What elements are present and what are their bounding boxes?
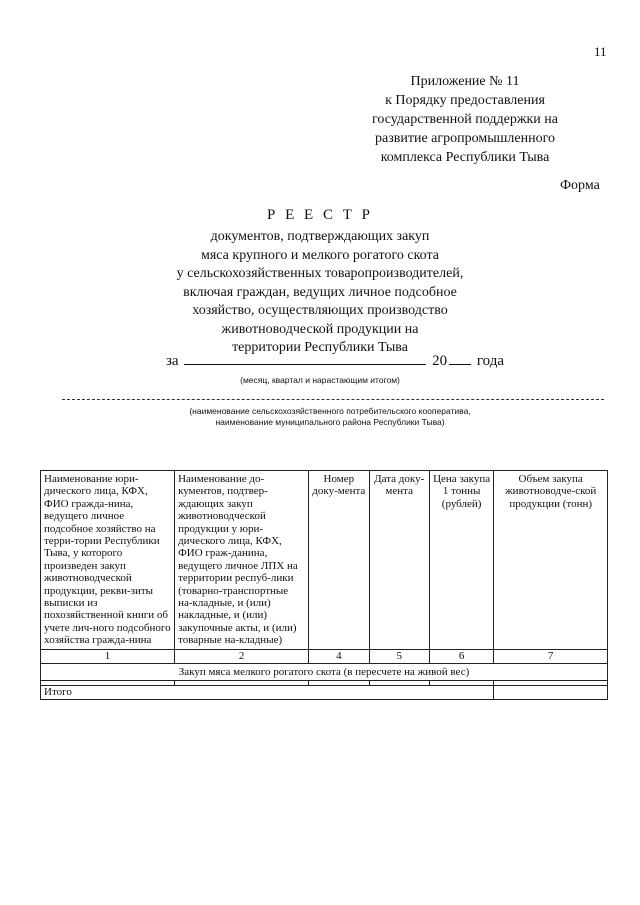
column-number: 4 [309,649,369,663]
subtitle-line: мяса крупного и мелкого рогатого скота [201,247,439,263]
appendix-block [330,72,600,167]
period-year-prefix: 20 [432,353,448,369]
section-row [41,663,608,680]
period-year-blank[interactable] [449,350,471,365]
document-subtitle [120,228,520,358]
organization-hint-line: наименование муниципального района Республики Тыва) [215,417,445,427]
period-line [166,350,504,370]
column-number: 6 [429,649,493,663]
appendix-line: государственной поддержки на [372,112,558,127]
column-number: 5 [369,649,429,663]
column-number: 7 [494,649,608,663]
header-cell: Дата доку-мента [369,471,429,650]
organization-blank-line[interactable] [62,399,604,400]
appendix-line: к Порядку предоставления [385,93,545,108]
header-cell: Номер доку-мента [309,471,369,650]
period-prefix: за [166,353,179,369]
total-value-cell[interactable] [494,686,608,699]
subtitle-line: территории Республики Тыва [232,340,408,355]
table-header-row [41,471,608,650]
subtitle-line: животноводческой продукции на [221,321,419,337]
organization-hint [150,406,510,428]
column-number-row [41,649,608,663]
header-cell: Наименование юри-дического лица, КФХ, ФИО гражда-нина, ведущего личное подсобное хозяйство на терри-тории Республики Тыва, у которого произведен закуп животноводческой продукции, рекви-зиты выписки из похозяйственной книги об учете лич-ного подсобного хозяйства гражда-нина [41,471,175,650]
appendix-line: комплекса Республики Тыва [380,150,550,165]
header-cell: Цена закупа 1 тонны (рублей) [429,471,493,650]
section-title: Закуп мяса мелкого рогатого скота (в пересчете на живой вес) [41,663,608,680]
period-suffix: года [476,353,504,369]
page-number: 11 [594,44,607,59]
appendix-line: Приложение № 11 [410,74,520,89]
subtitle-line: у сельскохозяйственных товаропроизводителей, [176,266,464,281]
subtitle-line: хозяйство, осуществляющих производство [192,303,448,318]
total-row [41,686,608,699]
subtitle-line: включая граждан, ведущих личное подсобное [183,284,457,300]
column-number: 2 [175,649,309,663]
total-label: Итого [41,686,494,699]
period-hint: (месяц, квартал и нарастающим итогом) [240,375,400,385]
subtitle-line: документов, подтверждающих закуп [210,229,430,244]
form-label: Форма [560,178,600,193]
appendix-line: развитие агропромышленного [375,131,555,146]
column-number: 1 [41,649,175,663]
organization-hint-line: (наименование сельскохозяйственного потребительского кооператива, [189,406,471,416]
header-cell: Наименование до-кументов, подтвер-ждающих закуп животноводческой продукции у юри-дического лица, КФХ, ФИО граж-данина, ведущего личное ЛПХ на территории респуб-лики (товарно-транспортные на-кладные, и (или) накладные, и (или) закупочные акты, и (или) товарные на-кладные) [175,471,309,650]
period-blank-field[interactable] [184,350,426,365]
header-cell: Объем закупа животноводче-ской продукции (тонн) [494,471,608,650]
registry-table [40,470,608,700]
document-title: Р Е Е С Т Р [267,207,373,223]
